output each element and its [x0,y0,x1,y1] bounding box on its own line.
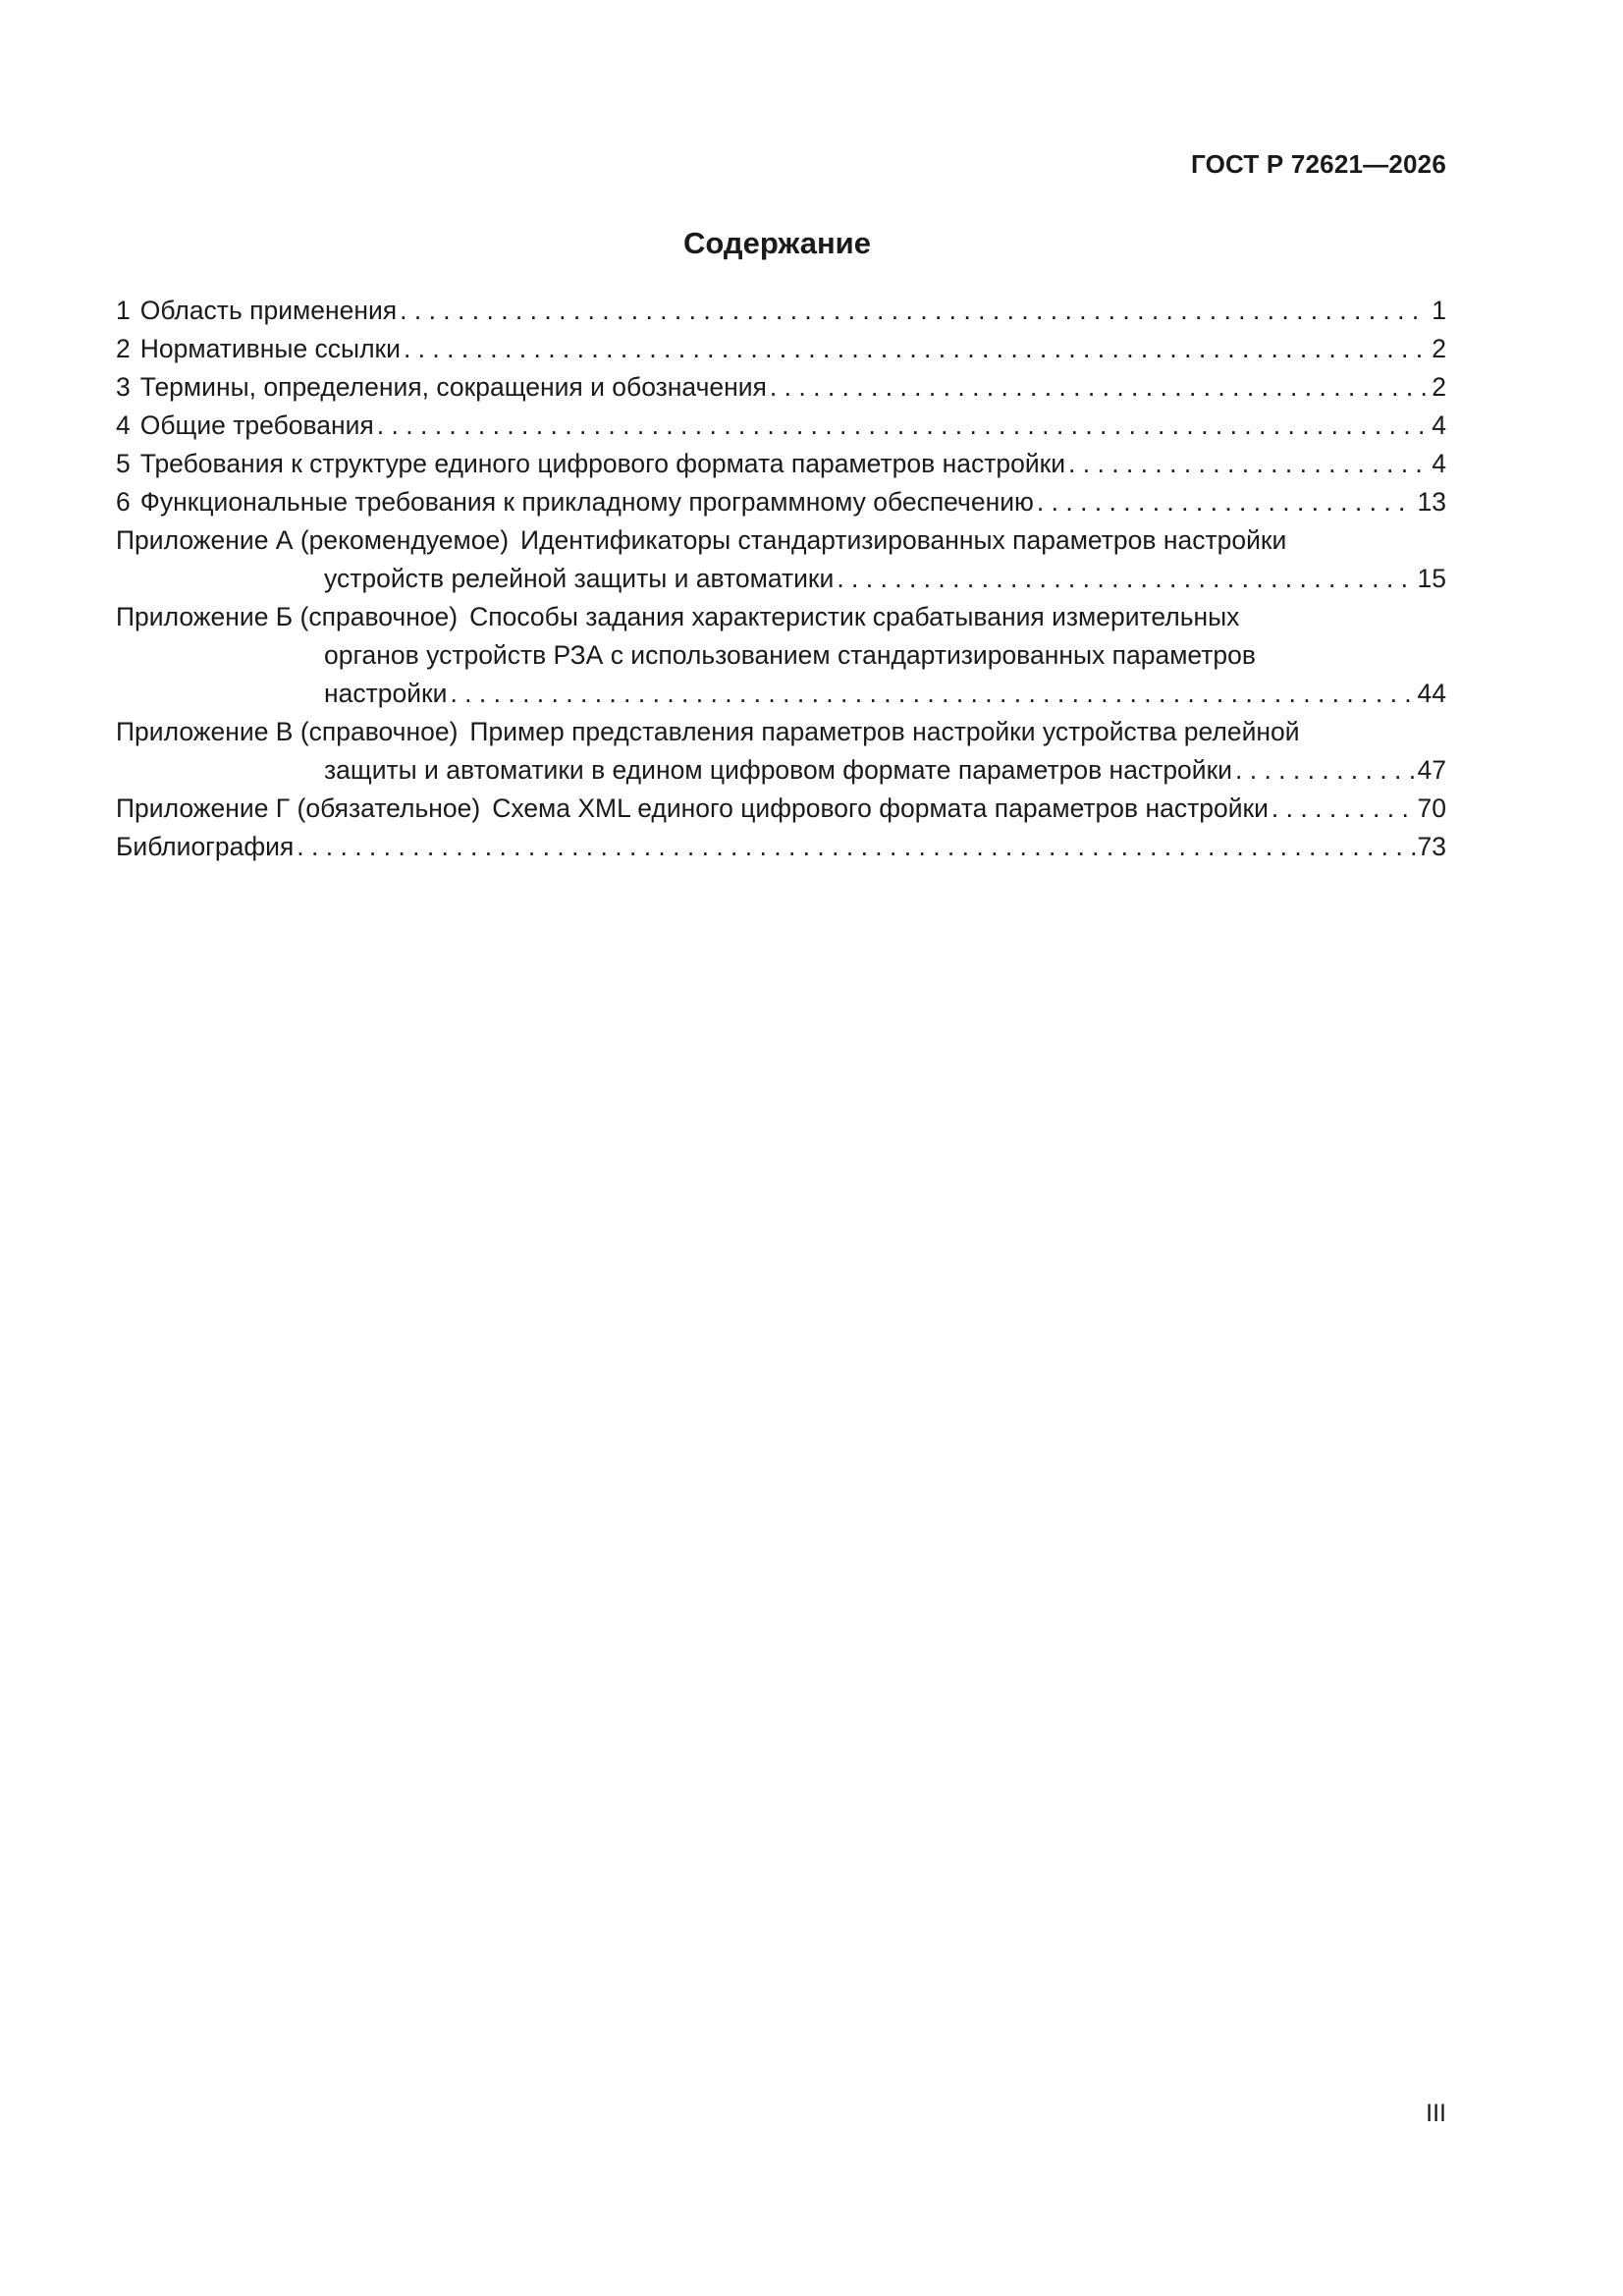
document-code: ГОСТ Р 72621—2026 [1191,149,1446,179]
dot-leader [404,330,1429,368]
table-of-contents [116,292,1446,866]
toc-entry-page: 70 [1417,793,1446,823]
toc-entry-page: 15 [1417,564,1446,593]
toc-bibliography[interactable] [116,828,1446,866]
toc-appendix-v[interactable] [116,713,1446,790]
page-number: III [1426,2100,1446,2127]
bibliography-title: Библиография [116,832,295,861]
appendix-label: Приложение В (справочное) [116,717,459,746]
toc-entry-2[interactable] [116,330,1446,368]
toc-entry-title: Функциональные требования к прикладному программному обеспечению [139,487,1034,517]
appendix-title-line: Пример представления параметров настройки устройства релейной [469,717,1300,746]
appendix-title-line: Идентификаторы стандартизированных параметров настройки [520,525,1287,555]
dot-leader [297,828,1414,866]
toc-entry-page: 47 [1417,755,1446,785]
dot-leader [770,368,1429,407]
dot-leader [400,292,1429,330]
toc-entry-number: 4 [116,410,131,440]
toc-entry-page: 2 [1432,334,1446,363]
appendix-title-line: Схема XML единого цифрового формата параметров настройки [492,793,1269,823]
toc-entry-title: Нормативные ссылки [139,334,401,363]
appendix-title-line: устройств релейной защиты и автоматики [324,564,835,593]
appendix-label: Приложение Г (обязательное) [116,793,481,823]
toc-entry-title: Область применения [139,296,398,325]
toc-entry-number: 6 [116,487,131,517]
appendix-label: Приложение А (рекомендуемое) [116,525,510,555]
toc-entry-number: 1 [116,296,131,325]
toc-entry-page: 2 [1432,372,1446,402]
dot-leader [1271,790,1415,828]
toc-entry-title: Термины, определения, сокращения и обозначения [139,372,767,402]
toc-appendix-a[interactable] [116,521,1446,598]
toc-entry-page: 44 [1417,679,1446,708]
toc-entry-page: 13 [1417,487,1446,517]
dot-leader [1235,751,1415,790]
appendix-title-line: защиты и автоматики в едином цифровом формате параметров настройки [324,755,1232,785]
toc-entry-title: Общие требования [139,410,374,440]
toc-entry-page: 1 [1432,296,1446,325]
toc-entry-3[interactable] [116,368,1446,407]
appendix-title-line: настройки [324,679,448,708]
appendix-title-line: органов устройств РЗА с использованием стандартизированных параметров [324,640,1256,670]
toc-entry-4[interactable] [116,407,1446,445]
page-title: Содержание [683,226,871,260]
toc-entry-1[interactable] [116,292,1446,330]
appendix-title-line: Способы задания характеристик срабатывания измерительных [469,602,1240,631]
toc-entry-5[interactable] [116,445,1446,483]
toc-entry-page: 73 [1417,832,1446,861]
toc-appendix-b[interactable] [116,598,1446,713]
toc-entry-page: 4 [1432,410,1446,440]
toc-entry-number: 3 [116,372,131,402]
dot-leader [837,560,1414,598]
toc-entry-6[interactable] [116,483,1446,521]
toc-entry-number: 5 [116,449,131,478]
toc-entry-page: 4 [1432,449,1446,478]
dot-leader [377,407,1429,445]
toc-appendix-g[interactable] [116,790,1446,828]
dot-leader [450,675,1414,713]
toc-entry-number: 2 [116,334,131,363]
appendix-label: Приложение Б (справочное) [116,602,459,631]
dot-leader [1068,445,1429,483]
toc-entry-title: Требования к структуре единого цифрового формата параметров настройки [139,449,1066,478]
dot-leader [1037,483,1415,521]
